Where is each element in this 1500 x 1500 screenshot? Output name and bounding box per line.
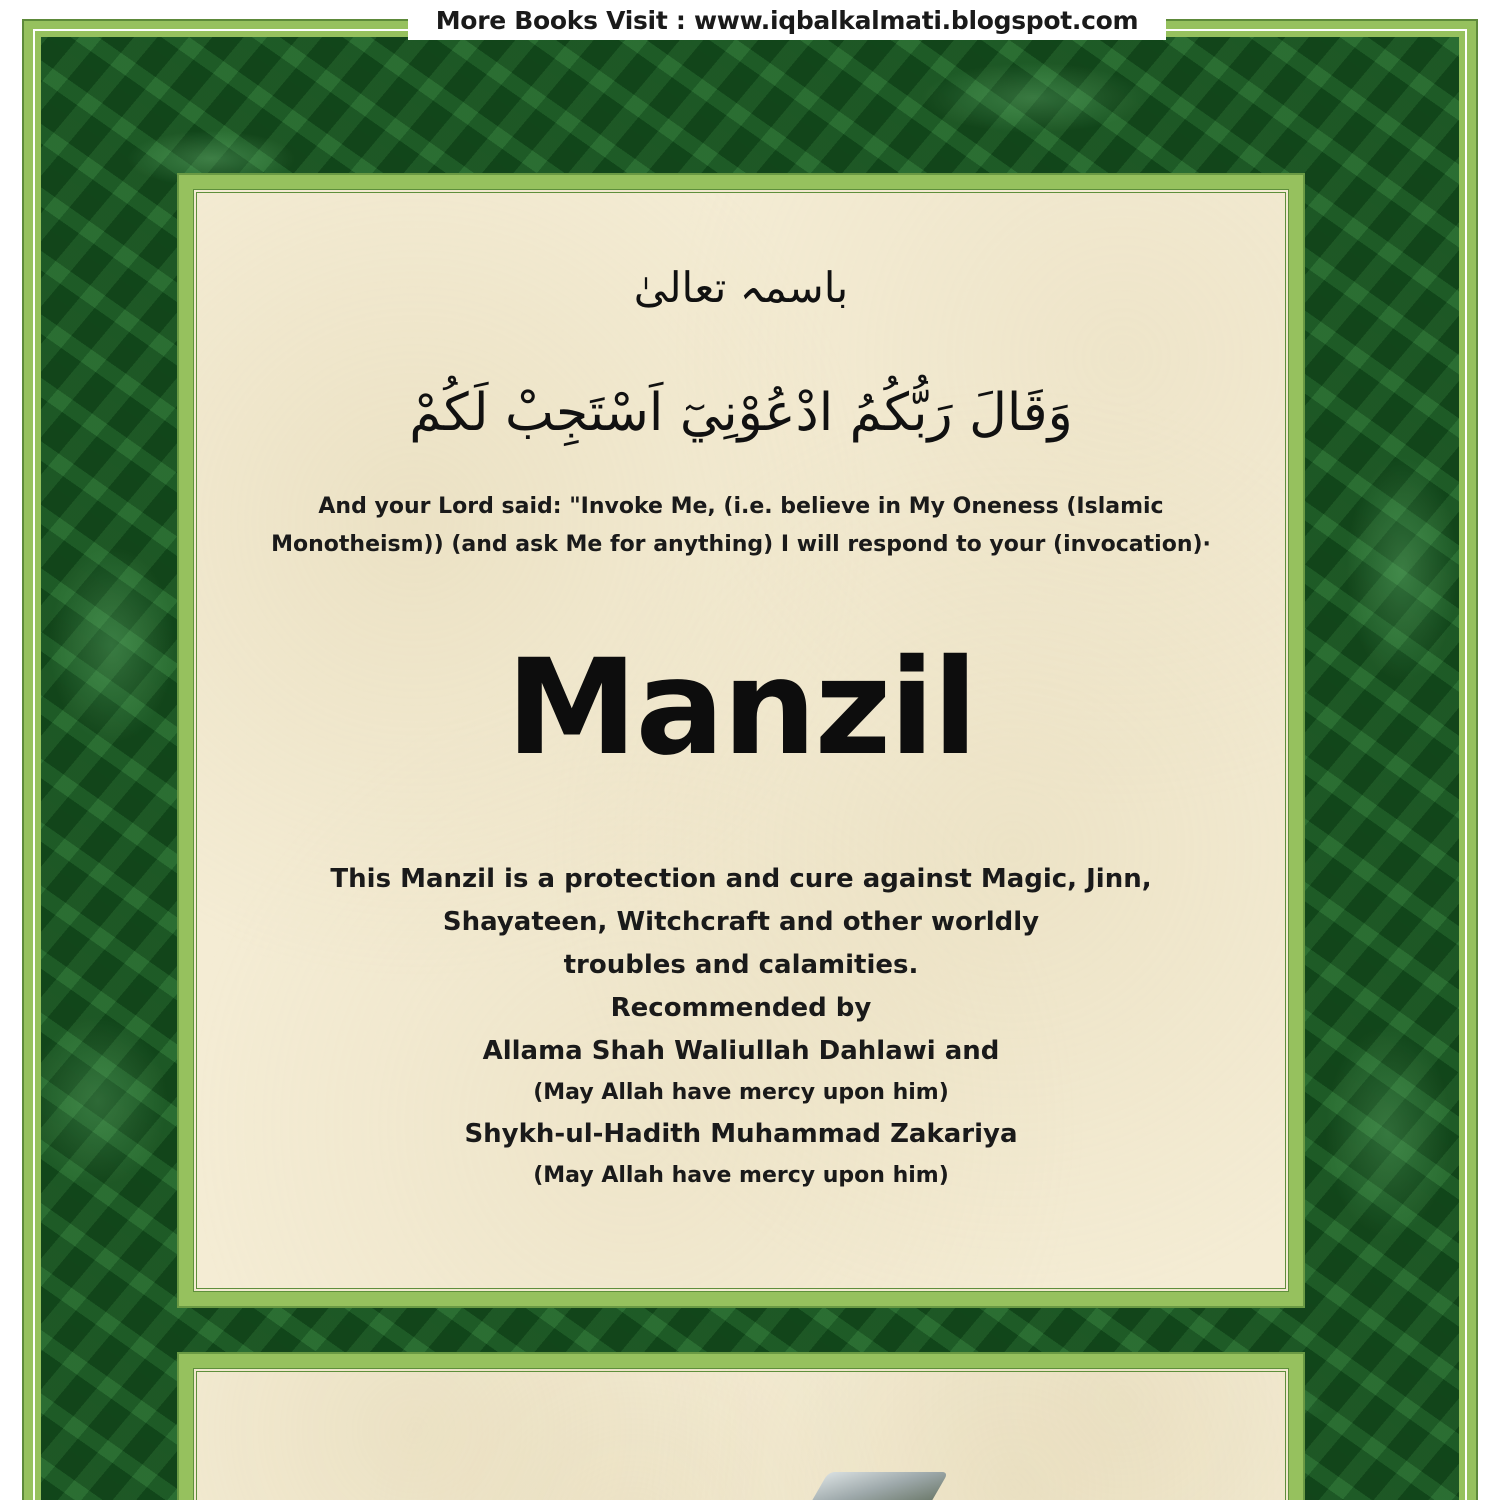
parchment-page-2: [193, 1368, 1289, 1500]
translation-line: Monotheism)) (and ask Me for anything) I will respond to your (invocation)·: [271, 532, 1211, 557]
description-line: Recommended by: [610, 993, 872, 1023]
website-banner: [408, 0, 1166, 40]
website-banner-text: More Books Visit : www.iqbalkalmati.blogspot.com: [435, 5, 1139, 35]
honorific-line: (May Allah have mercy upon him): [533, 1163, 949, 1188]
description-line: This Manzil is a protection and cure against Magic, Jinn,: [330, 864, 1152, 894]
parchment-page: [193, 189, 1289, 1292]
second-scholar-name: Shykh-ul-Hadith Muhammad Zakariya: [464, 1119, 1018, 1149]
cover-panel: [177, 173, 1305, 1308]
description-line: Allama Shah Waliullah Dahlawi and: [482, 1036, 1000, 1066]
second-panel: [177, 1352, 1305, 1500]
book-title: Manzil: [506, 631, 976, 785]
book-image-glimpse: [805, 1472, 948, 1500]
arabic-verse: وَقَالَ رَبُّكُمُ ادْعُوْنِيٓ اَسْتَجِبْ لَكُمْ: [409, 383, 1073, 443]
description-line: troubles and calamities.: [563, 950, 919, 980]
translation-line: And your Lord said: "Invoke Me, (i.e. believe in My Oneness (Islamic: [318, 494, 1164, 519]
honorific-line: (May Allah have mercy upon him): [533, 1080, 949, 1105]
verse-translation: [257, 488, 1225, 564]
arabic-heading: باسمہ تعالیٰ: [633, 263, 849, 312]
description-line: Shayateen, Witchcraft and other worldly: [442, 907, 1040, 937]
book-description: [237, 858, 1245, 1196]
